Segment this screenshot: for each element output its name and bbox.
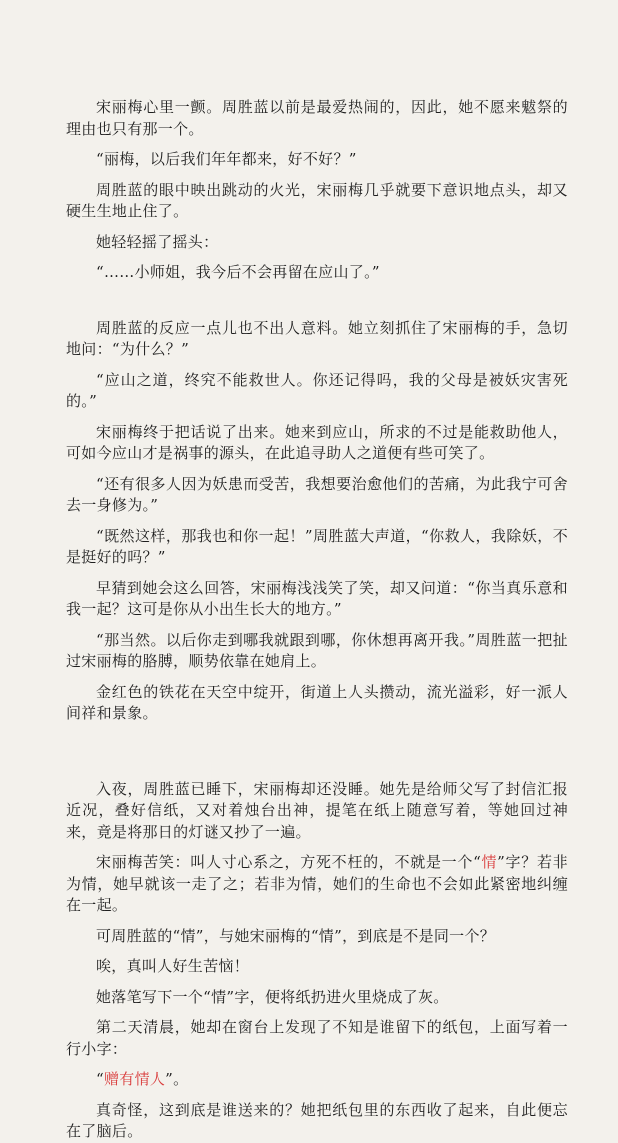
paragraph: 入夜，周胜蓝已睡下，宋丽梅却还没睡。她先是给师父写了封信汇报近况，叠好信纸，又对着烛台出神，提笔在纸上随意写着，等她回过神来，竟是将那日的灯谜又抄了一遍。 bbox=[66, 779, 568, 841]
paragraph: 周胜蓝的眼中映出跳动的火光，宋丽梅几乎就要下意识地点头，却又硬生生地止住了。 bbox=[66, 180, 568, 220]
highlighted-word: 情 bbox=[481, 853, 498, 871]
text-segment: ”。 bbox=[165, 1070, 189, 1088]
paragraph: “既然这样，那我也和你一起！”周胜蓝大声道，“你救人，我除妖，不是挺好的吗？” bbox=[66, 526, 568, 566]
section-1 bbox=[66, 97, 568, 284]
paragraph: “……小师姐，我今后不会再留在应山了。” bbox=[96, 263, 380, 281]
paragraph-with-highlight bbox=[66, 852, 568, 917]
highlighted-phrase: 赠有情人 bbox=[103, 1070, 166, 1088]
paragraph: “应山之道，终究不能救世人。你还记得吗，我的父母是被妖灾害死的。” bbox=[66, 370, 568, 410]
paragraph: 宋丽梅心里一颤。周胜蓝以前是最爱热闹的，因此，她不愿来魃祭的理由也只有那一个。 bbox=[66, 98, 568, 138]
section-2 bbox=[66, 318, 568, 725]
paragraph: 她落笔写下一个“情”字，便将纸扔进火里烧成了灰。 bbox=[96, 987, 449, 1006]
paragraph: 周胜蓝的反应一点儿也不出人意料。她立刻抓住了宋丽梅的手，急切地问：“为什么？” bbox=[66, 318, 568, 358]
paragraph: “丽梅，以后我们年年都来，好不好？” bbox=[96, 150, 357, 168]
text-segment: 宋丽梅苦笑：叫人寸心系之，方死不枉的，不就是一个“ bbox=[96, 853, 482, 871]
paragraph: 可周胜蓝的“情”，与她宋丽梅的“情”，到底是不是同一个？ bbox=[96, 926, 496, 945]
paragraph: 金红色的铁花在天空中绽开，街道上人头攒动，流光溢彩，好一派人间祥和景象。 bbox=[66, 682, 568, 722]
section-break bbox=[66, 293, 568, 318]
section-break bbox=[66, 734, 568, 779]
paragraph: “那当然。以后你走到哪我就跟到哪，你休想再离开我。”周胜蓝一把扯过宋丽梅的胳膊，顺势依靠在她肩上。 bbox=[66, 630, 568, 670]
paragraph: 她轻轻摇了摇头： bbox=[96, 232, 219, 251]
paragraph: 宋丽梅终于把话说了出来。她来到应山，所求的不过是能救助他人，可如今应山才是祸事的源头，在此追寻助人之道便有些可笑了。 bbox=[66, 422, 568, 462]
paragraph: 第二天清晨，她却在窗台上发现了不知是谁留下的纸包，上面写着一行小字： bbox=[66, 1018, 568, 1058]
text-segment: “ bbox=[96, 1070, 104, 1088]
text-segment: ”字？若非为情，她早就该一走了之；若非为情，她们的生命也不会如此紧密地纠缠在一起。 bbox=[66, 853, 568, 914]
paragraph: 唉，真叫人好生苦恼！ bbox=[96, 957, 250, 975]
paragraph: “还有很多人因为妖患而受苦，我想要治愈他们的苦痛，为此我宁可舍去一身修为。” bbox=[66, 474, 568, 514]
paragraph: 真奇怪，这到底是谁送来的？她把纸包里的东西收了起来，自此便忘在了脑后。 bbox=[66, 1100, 568, 1140]
paragraph: 早猜到她会这么回答，宋丽梅浅浅笑了笑，却又问道：“你当真乐意和我一起？这可是你从小出生长大的地方。” bbox=[66, 578, 568, 618]
section-3 bbox=[66, 779, 568, 1143]
